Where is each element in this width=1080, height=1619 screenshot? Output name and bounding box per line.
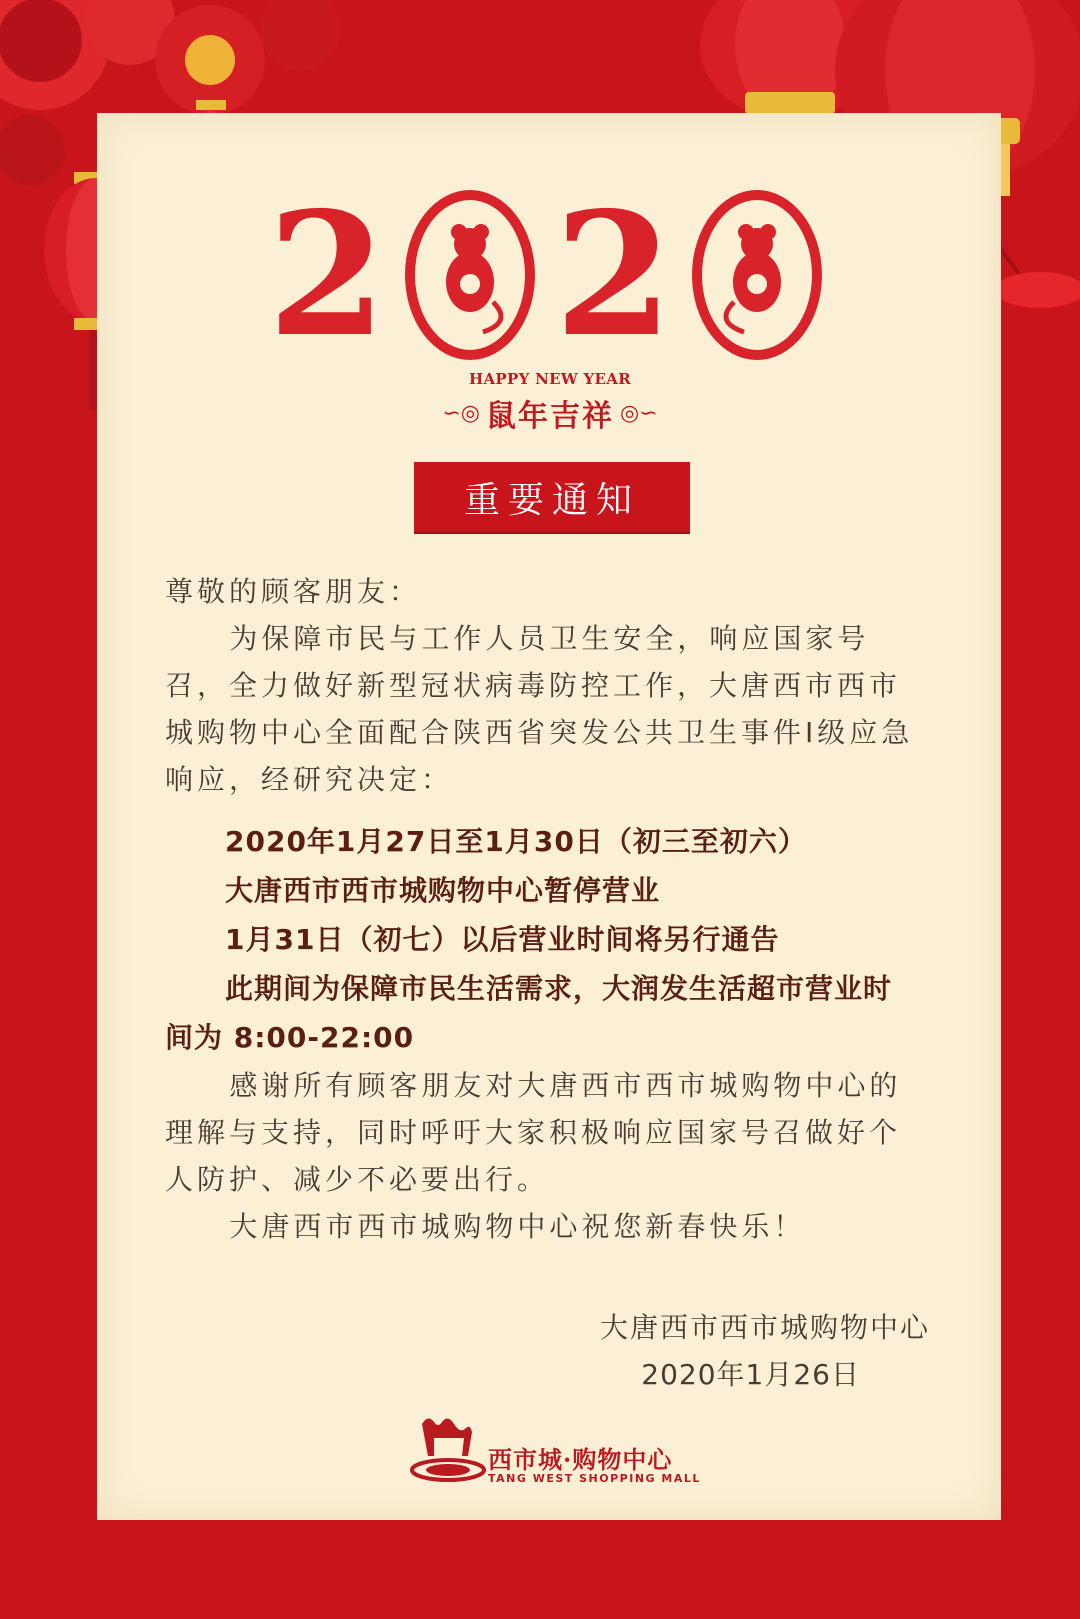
year-digit: 2 <box>554 175 673 375</box>
closure-line: 2020年1月27日至1月30日（初三至初六） <box>225 825 807 858</box>
signature-block <box>600 1304 930 1398</box>
cloud-swirl-icon: ∽◎ <box>442 400 480 426</box>
closure-details <box>165 817 927 1062</box>
mall-logo <box>408 1404 701 1485</box>
thanks-paragraph: 感谢所有顾客朋友对大唐西市西市城购物中心的理解与支持，同时呼吁大家积极响应国家号召做好个人防护、减少不必要出行。 <box>165 1069 902 1196</box>
rat-icon <box>423 212 517 338</box>
rat-zero-emblem <box>405 190 535 360</box>
notice-paragraph: 为保障市民与工作人员卫生安全，响应国家号召，全力做好新型冠状病毒防控工作，大唐西市西市城购物中心全面配合陕西省突发公共卫生事件Ⅰ级应急响应，经研究决定： <box>165 622 914 796</box>
rat-zero-emblem <box>692 190 822 360</box>
year-digit: 2 <box>267 175 387 375</box>
closure-line: 间为 8:00-22:00 <box>165 1021 415 1054</box>
closure-line: 大唐西市西市城购物中心暂停营业 <box>225 874 661 907</box>
greeting: 尊敬的顾客朋友： <box>165 575 422 608</box>
subtitle-text: 鼠年吉祥 <box>486 399 614 434</box>
notice-title-banner: 重要通知 <box>414 462 690 532</box>
closure-line: 此期间为保障市民生活需求，大润发生活超市营业时 <box>225 972 893 1005</box>
happy-new-year-text: HAPPY NEW YEAR <box>469 370 631 388</box>
rat-icon <box>710 212 804 338</box>
signature-date: 2020年1月26日 <box>641 1358 860 1391</box>
cloud-swirl-icon: ◎∽ <box>620 400 658 426</box>
signature-organization: 大唐西市西市城购物中心 <box>599 1311 930 1344</box>
logo-english-name: TANG WEST SHOPPING MALL <box>488 1472 701 1485</box>
logo-name: 西市城·购物中心 <box>488 1445 673 1474</box>
notice-body <box>165 568 927 1250</box>
year-title <box>262 175 822 375</box>
year-of-rat-subtitle <box>400 392 700 434</box>
closure-line: 1月31日（初七）以后营业时间将另行通告 <box>225 923 780 956</box>
camel-logo-icon <box>408 1404 488 1484</box>
new-year-wish: 大唐西市西市城购物中心祝您新春快乐！ <box>229 1210 806 1243</box>
